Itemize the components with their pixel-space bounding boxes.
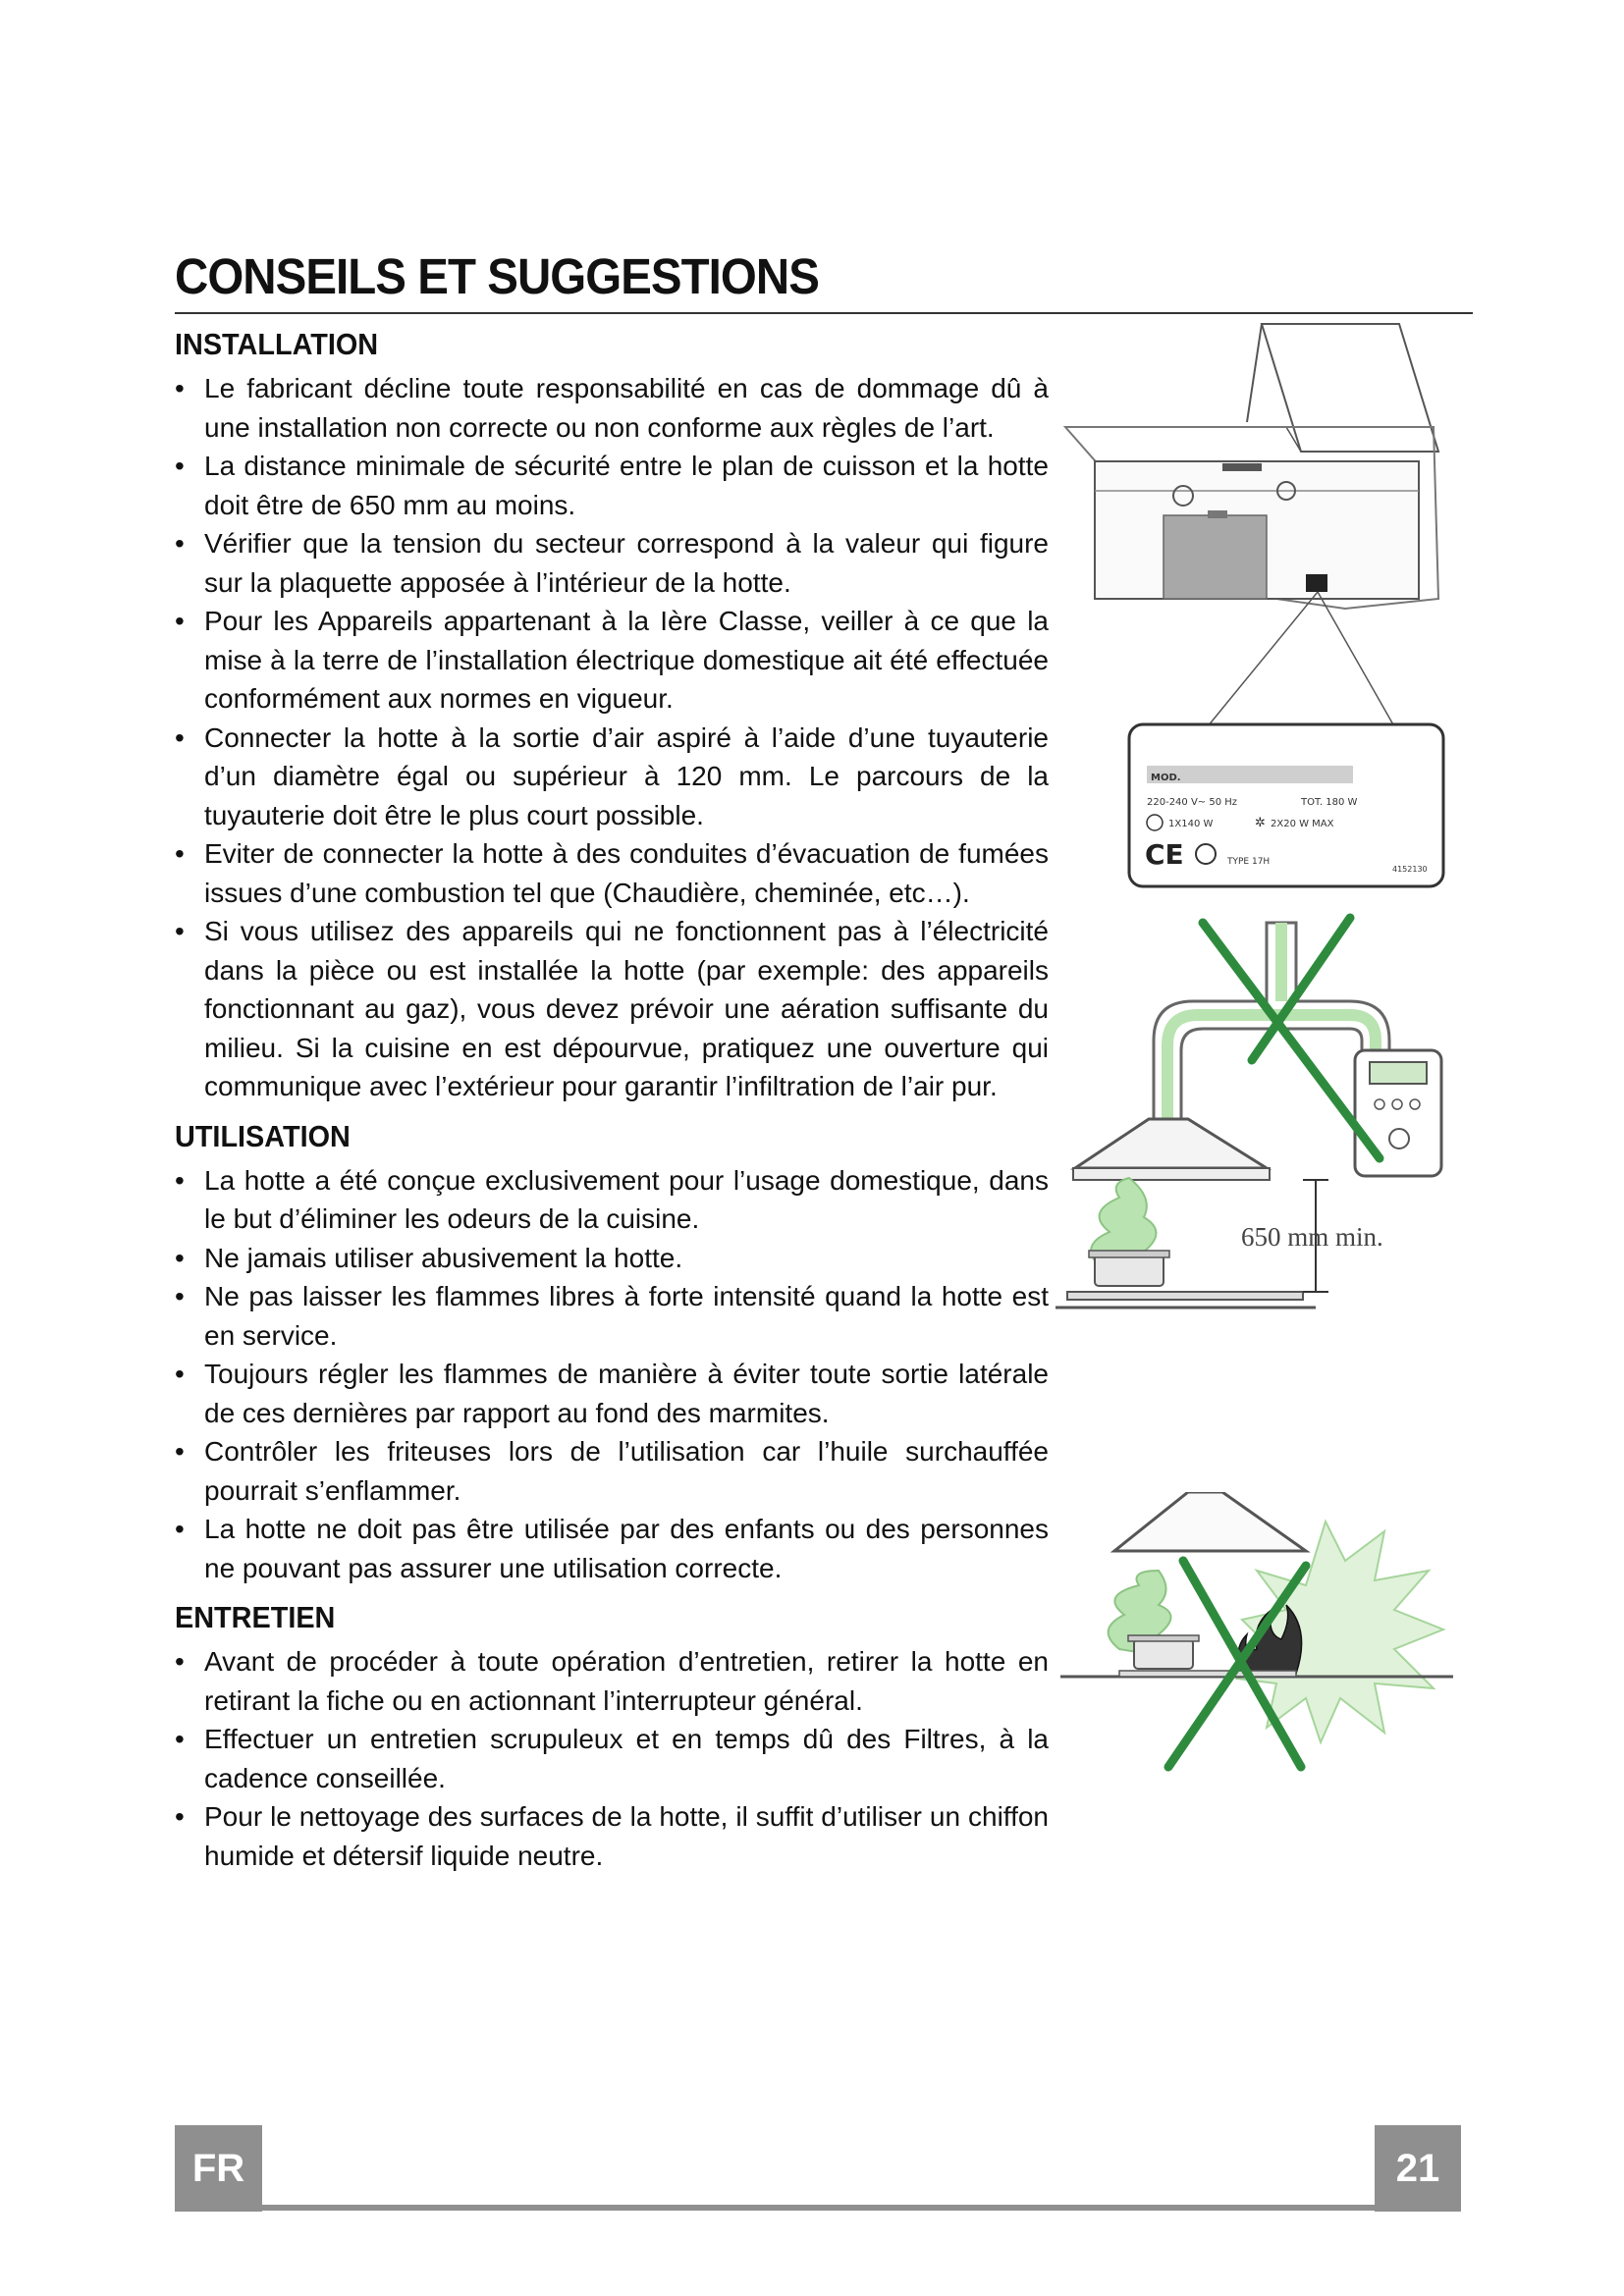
list-item bbox=[175, 1161, 1049, 1239]
section-heading: UTILISATION bbox=[175, 1118, 351, 1153]
list-item-text: Connecter la hotte à la sortie d’air aspiré à l’aide d’une tuyauterie d’un diamètre égal ou supérieur à 120 mm. Le parcours de la tuyauterie doit être le plus court possible. bbox=[204, 721, 1049, 830]
bullet-icon: • bbox=[175, 1242, 185, 1273]
bullet-icon: • bbox=[175, 916, 185, 946]
list-item bbox=[175, 1510, 1049, 1587]
page-title: CONSEILS ET SUGGESTIONS bbox=[175, 248, 819, 304]
bullet-list bbox=[175, 369, 1049, 1106]
svg-text:✲: ✲ bbox=[1255, 815, 1266, 829]
list-item-text: La hotte a été conçue exclusivement pour l’usage domestique, dans le but d’éliminer les odeurs de la cuisine. bbox=[204, 1164, 1049, 1234]
bullet-list bbox=[175, 1642, 1049, 1875]
list-item-text: Eviter de connecter la hotte à des conduites d’évacuation de fumées issues d’une combustion tel que (Chaudière, cheminée, etc…). bbox=[204, 838, 1049, 908]
distance-label: 650 mm min. bbox=[1241, 1222, 1383, 1252]
content-column bbox=[175, 324, 1049, 1885]
list-item-text: Si vous utilisez des appareils qui ne fonctionnent pas à l’électricité dans la pièce ou est installée la hotte (par exemple: des appareils fonctionnant au gaz), vous devez prévoir une aération suffisante du milieu. Si la cuisine en est dépourvue, pratiquez une ouverture qui communique avec l’extérieur pour garantir l’infiltration de l’air pur. bbox=[204, 916, 1049, 1101]
list-item-text: Le fabricant décline toute responsabilité en cas de dommage dû à une installation non correcte ou non conforme aux règles de l’art. bbox=[204, 373, 1049, 443]
footer-divider bbox=[262, 2205, 1375, 2211]
bullet-icon: • bbox=[175, 528, 185, 559]
list-item bbox=[175, 369, 1049, 447]
list-item-text: Ne jamais utiliser abusivement la hotte. bbox=[204, 1242, 683, 1273]
list-item-text: Effectuer un entretien scrupuleux et en temps dû des Filtres, à la cadence conseillée. bbox=[204, 1724, 1049, 1793]
list-item-text: Pour le nettoyage des surfaces de la hotte, il suffit d’utiliser un chiffon humide et détersif liquide neutre. bbox=[204, 1801, 1049, 1871]
bullet-icon: • bbox=[175, 1281, 185, 1311]
list-item-text: Pour les Appareils appartenant à la Ière Classe, veiller à ce que la mise à la terre de l’installation électrique domestique ait été effectuée conformément aux normes en vigueur. bbox=[204, 606, 1049, 714]
list-item-text: Avant de procéder à toute opération d’entretien, retirer la hotte en retirant la fiche ou en actionnant l’interrupteur général. bbox=[204, 1646, 1049, 1716]
list-item bbox=[175, 1720, 1049, 1797]
bullet-icon: • bbox=[175, 1801, 185, 1832]
boiler-prohibited-figure bbox=[1056, 903, 1448, 1315]
bullet-icon: • bbox=[175, 1436, 185, 1467]
list-item bbox=[175, 1797, 1049, 1875]
list-item bbox=[175, 602, 1049, 719]
svg-text:4152130: 4152130 bbox=[1392, 865, 1428, 874]
section-heading: INSTALLATION bbox=[175, 327, 379, 361]
plate-voltage: 220-240 V~ 50 Hz bbox=[1147, 797, 1238, 808]
list-item bbox=[175, 719, 1049, 835]
plate-lamps: 2X20 W MAX bbox=[1271, 819, 1334, 829]
section-entretien bbox=[175, 1597, 1049, 1875]
bullet-icon: • bbox=[175, 1646, 185, 1677]
page-number: 21 bbox=[1375, 2125, 1461, 2212]
section-installation bbox=[175, 324, 1049, 1106]
svg-text:MOD.: MOD. bbox=[1151, 773, 1181, 783]
list-item bbox=[175, 524, 1049, 602]
section-heading: ENTRETIEN bbox=[175, 1600, 336, 1634]
plate-total: TOT. 180 W bbox=[1301, 797, 1358, 808]
bullet-icon: • bbox=[175, 373, 185, 403]
list-item bbox=[175, 1277, 1049, 1355]
list-item bbox=[175, 834, 1049, 912]
list-item-text: Ne pas laisser les flammes libres à forte intensité quand la hotte est en service. bbox=[204, 1281, 1049, 1351]
bullet-list bbox=[175, 1161, 1049, 1588]
hood-rating-plate-figure bbox=[1060, 314, 1473, 893]
open-flame-prohibited-figure bbox=[1060, 1492, 1453, 1777]
list-item bbox=[175, 447, 1049, 524]
list-item bbox=[175, 1355, 1049, 1432]
language-badge: FR bbox=[175, 2125, 262, 2212]
bullet-icon: • bbox=[175, 1514, 185, 1544]
bullet-icon: • bbox=[175, 838, 185, 869]
list-item bbox=[175, 1239, 1049, 1278]
plate-type: TYPE 17H bbox=[1227, 857, 1271, 867]
bullet-icon: • bbox=[175, 606, 185, 636]
section-utilisation bbox=[175, 1116, 1049, 1588]
svg-text:CE: CE bbox=[1145, 838, 1184, 871]
list-item bbox=[175, 1432, 1049, 1510]
plate-motor: 1X140 W bbox=[1168, 819, 1214, 829]
list-item-text: La hotte ne doit pas être utilisée par des enfants ou des personnes ne pouvant pas assurer une utilisation correcte. bbox=[204, 1514, 1049, 1583]
bullet-icon: • bbox=[175, 721, 185, 753]
list-item bbox=[175, 912, 1049, 1106]
list-item-text: Contrôler les friteuses lors de l’utilisation car l’huile surchauffée pourrait s’enflammer. bbox=[204, 1436, 1049, 1506]
bullet-icon: • bbox=[175, 1164, 185, 1196]
list-item-text: Vérifier que la tension du secteur correspond à la valeur qui figure sur la plaquette apposée à l’intérieur de la hotte. bbox=[204, 528, 1049, 598]
bullet-icon: • bbox=[175, 1724, 185, 1754]
list-item bbox=[175, 1642, 1049, 1720]
list-item-text: Toujours régler les flammes de manière à éviter toute sortie latérale de ces dernières par rapport au fond des marmites. bbox=[204, 1359, 1049, 1428]
list-item-text: La distance minimale de sécurité entre le plan de cuisson et la hotte doit être de 650 mm au moins. bbox=[204, 451, 1049, 520]
bullet-icon: • bbox=[175, 451, 185, 481]
bullet-icon: • bbox=[175, 1359, 185, 1389]
